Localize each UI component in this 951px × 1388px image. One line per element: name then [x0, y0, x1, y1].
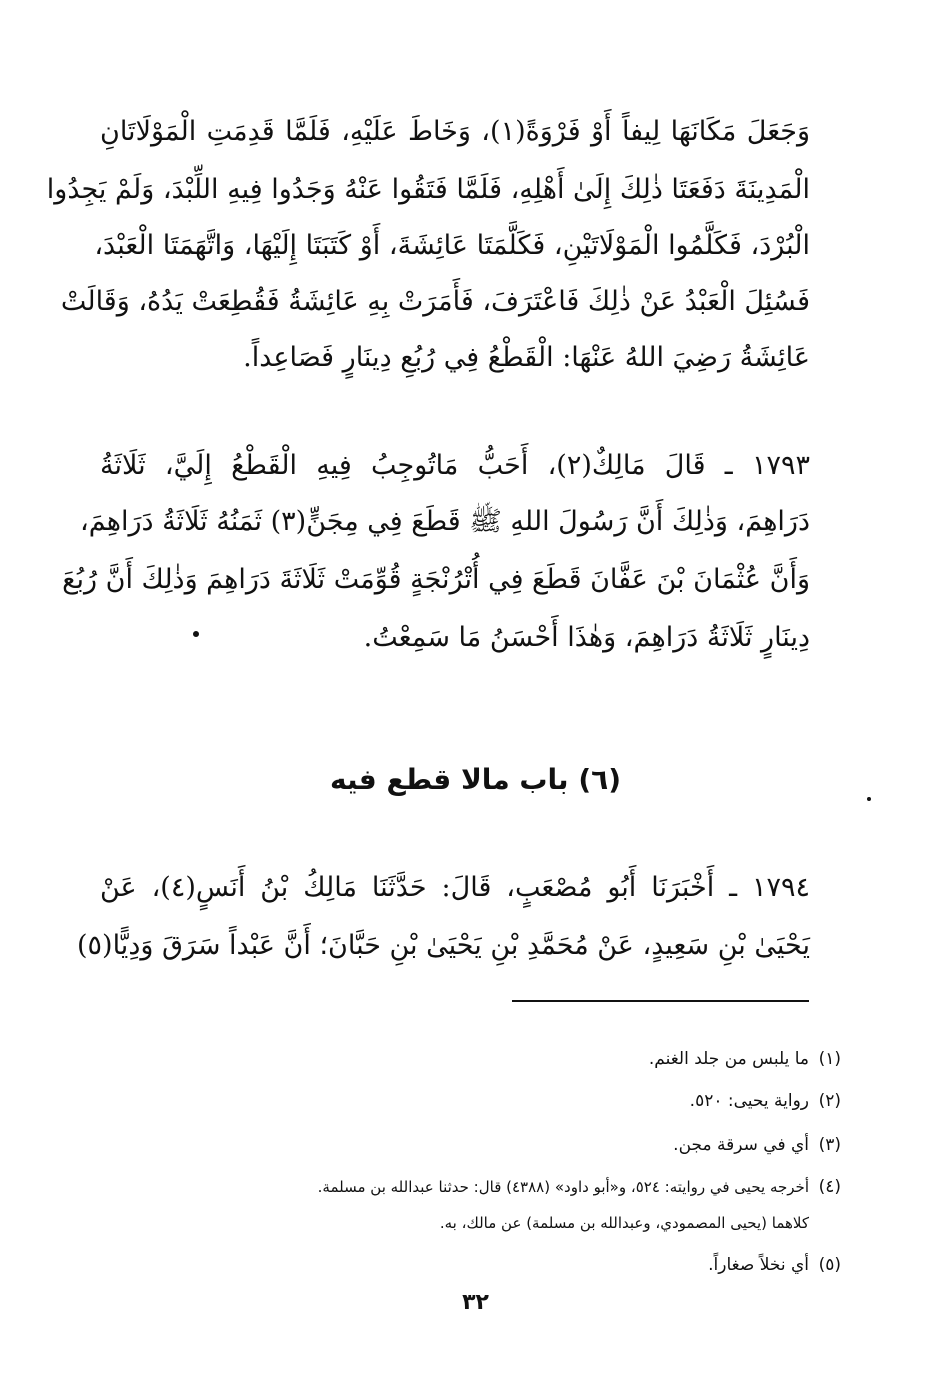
- page-number: ٣٢: [462, 1290, 489, 1315]
- footnote-text-continued: كلاهما (يحيى المصمودي، وعبدالله بن مسلمة) عن مالك، به.: [439, 1214, 809, 1232]
- text-line: عَائِشَةُ رَضِيَ اللهُ عَنْهَا: الْقَطْعُ فِي رُبُعِ دِينَارٍ فَصَاعِداً.: [243, 342, 810, 373]
- footnote-text: أخرجه يحيى في روايته: ٥٢٤، و«أبو داود» (٤٣٨٨) قال: حدثنا عبدالله بن مسلمة.: [317, 1178, 809, 1196]
- text-line: الْمَدِينَةَ دَفَعَتَا ذٰلِكَ إِلَىٰ أَهْلِهِ، فَلَمَّا فَتَقُوا عَنْهُ وَجَدُوا فِيهِ اللِّبْدَ، وَلَمْ يَجِدُوا: [46, 174, 810, 205]
- footnote-number: (٤): [818, 1177, 841, 1197]
- text-line: وَأَنَّ عُثْمَانَ بْنَ عَفَّانَ قَطَعَ فِي أُتْرُنْجَةٍ قُوِّمَتْ ثَلَاثَةَ دَرَاهِمَ وَذٰلِكَ أَنَّ رُبُعَ: [62, 564, 810, 595]
- footnote-number: (٣): [818, 1135, 841, 1155]
- text-line: ١٧٩٤ ـ أَخْبَرَنَا أَبُو مُصْعَبٍ، قَالَ: حَدَّثَنَا مَالِكُ بْنُ أَنَسٍ(٤)، عَنْ: [100, 872, 810, 903]
- text-line: دَرَاهِمَ، وَذٰلِكَ أَنَّ رَسُولَ اللهِ ﷺ قَطَعَ فِي مِجَنٍّ(٣) ثَمَنُهُ ثَلَاثَةُ دَرَاهِمَ،: [80, 506, 810, 537]
- text-line: يَحْيَىٰ بْنِ سَعِيدٍ، عَنْ مُحَمَّدِ بْنِ يَحْيَىٰ بْنِ حَبَّانَ؛ أَنَّ عَبْداً سَرَقَ وَدِيًّا(٥): [76, 930, 810, 961]
- footnote-number: (٥): [818, 1255, 841, 1275]
- footnote-text: رواية يحيى: ٥٢٠.: [689, 1091, 809, 1111]
- footnote-text: ما يلبس من جلد الغنم.: [648, 1049, 809, 1069]
- ink-dot: [193, 631, 199, 637]
- text-line: الْبُرْدَ، فَكَلَّمُوا الْمَوْلَاتَيْنِ، فَكَلَّمَتَا عَائِشَةَ، أَوْ كَتَبَتَا إِلَيْهَا، وَاتَّهَمَتَا الْعَبْدَ،: [94, 230, 810, 261]
- footnote-number: (٢): [818, 1091, 841, 1111]
- text-line: ١٧٩٣ ـ قَالَ مَالِكٌ(٢)، أَحَبُّ مَاتُوجِبُ فِيهِ الْقَطْعُ إِلَيَّ، ثَلَاثَةُ: [100, 450, 810, 481]
- text-line: فَسُئِلَ الْعَبْدُ عَنْ ذٰلِكَ فَاعْتَرَفَ، فَأَمَرَتْ بِهِ عَائِشَةُ فَقُطِعَتْ يَدُهُ، وَقَالَتْ: [60, 286, 810, 317]
- footnote-text: أي نخلاً صغاراً.: [708, 1255, 809, 1275]
- text-line: وَجَعَلَ مَكَانَهَا لِيفاً أَوْ فَرْوَةً(١)، وَخَاطَ عَلَيْهِ، فَلَمَّا قَدِمَتِ الْمَوْلَاتَانِ: [100, 116, 810, 147]
- text-line: دِينَارٍ ثَلَاثَةُ دَرَاهِمَ، وَهٰذَا أَحْسَنُ مَا سَمِعْتُ.: [363, 622, 810, 653]
- footnote-number: (١): [818, 1049, 841, 1069]
- chapter-heading: (٦) باب مالا قطع فيه: [329, 763, 622, 796]
- footnote-separator: [512, 1000, 809, 1002]
- footnote-text: أي في سرقة مجن.: [673, 1135, 809, 1155]
- ink-dot: [867, 797, 871, 801]
